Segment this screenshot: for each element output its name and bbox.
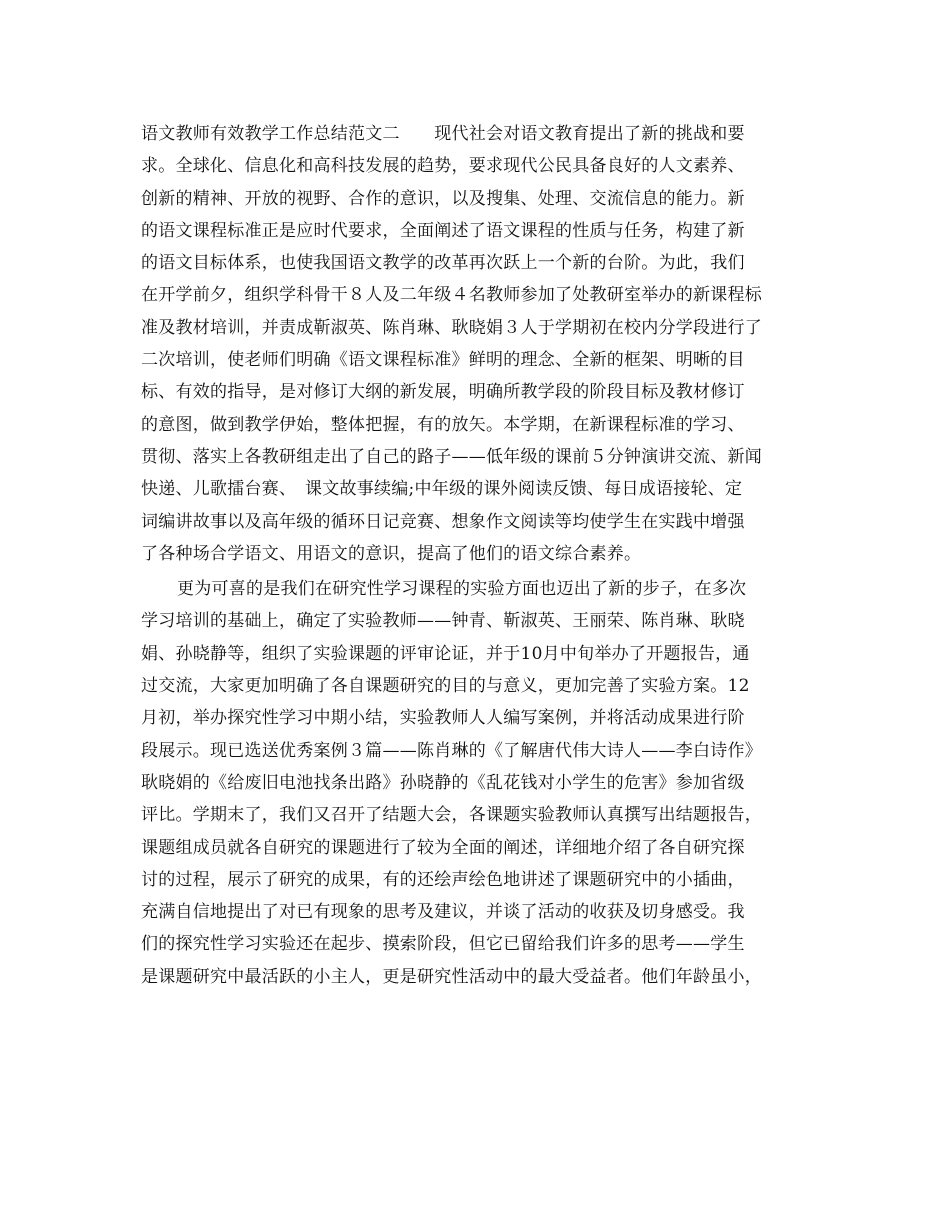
text-line: 快递、儿歌擂台赛、 课文故事续编;中年级的课外阅读反馈、每日成语接轮、定 (141, 479, 743, 500)
text-line: 讨的过程，展示了研究的成果，有的还绘声绘色地讲述了课题研究中的小插曲， (141, 869, 745, 890)
text-line: 充满自信地提出了对已有现象的思考及建议，并谈了活动的收获及切身感受。我 (141, 902, 745, 923)
text-line: 耿晓娟的《给废旧电池找条出路》孙晓静的《乱花钱对小学生的危害》参加省级 (141, 772, 745, 793)
text-line: 段展示。现已选送优秀案例３篇——陈肖琳的《了解唐代伟大诗人——李白诗作》 (141, 740, 762, 761)
text-line: 创新的精神、开放的视野、合作的意识，以及搜集、处理、交流信息的能力。新 (141, 188, 745, 209)
text-line: 的意图，做到教学伊始，整体把握，有的放矢。本学期，在新课程标准的学习、 (141, 414, 745, 435)
text-line: 二次培训，使老师们明确《语文课程标准》鲜明的理念、全新的框架、明晰的目 (141, 350, 745, 371)
text-line: 贯彻、落实上各教研组走出了自己的路子——低年级的课前５分钟演讲交流、新闻 (141, 446, 762, 467)
text-line: 评比。学期末了，我们又召开了结题大会，各课题实验教师认真撰写出结题报告， (141, 805, 762, 826)
text-line: 娟、孙晓静等，组织了实验课题的评审论证，并于10月中旬举办了开题报告，通 (141, 643, 750, 664)
text-line: 是课题研究中最活跃的小主人，更是研究性活动中的最大受益者。他们年龄虽小， (141, 966, 762, 987)
text-line: 更为可喜的是我们在研究性学习课程的实验方面也迈出了新的步子，在多次 (177, 579, 747, 600)
text-line: 过交流，大家更加明确了各自课题研究的目的与意义，更加完善了实验方案。12 (141, 676, 750, 697)
text-line: 在开学前夕，组织学科骨干８人及二年级４名教师参加了处教研室举办的新课程标 (141, 285, 762, 306)
text-line: 课题组成员就各自研究的课题进行了较为全面的阐述，详细地介绍了各自研究探 (141, 837, 745, 858)
text-line: 准及教材培训，并责成靳淑英、陈肖琳、耿晓娟３人于学期初在校内分学段进行了 (141, 317, 762, 338)
text-line: 词编讲故事以及高年级的循环日记竞赛、想象作文阅读等均使学生在实践中增强 (141, 511, 745, 532)
text-line: 标、有效的指导，是对修订大纲的新发展，明确所教学段的阶段目标及教材修订 (141, 382, 745, 403)
paragraph-1 (141, 118, 821, 570)
text-line: 月初，举办探究性学习中期小结，实验教师人人编写案例，并将活动成果进行阶 (141, 708, 745, 729)
text-line: 学习培训的基础上，确定了实验教师——钟青、靳淑英、王丽荣、陈肖琳、耿晓 (141, 611, 745, 632)
text-line: 的语文目标体系，也使我国语文教学的改革再次跃上一个新的台阶。为此，我们 (141, 253, 745, 274)
text-line: 求。全球化、信息化和高科技发展的趋势，要求现代公民具备良好的人文素养、 (141, 156, 745, 177)
document-body (141, 118, 821, 993)
text-line: 们的探究性学习实验还在起步、摸索阶段，但它已留给我们许多的思考——学生 (141, 934, 745, 955)
paragraph-2 (141, 573, 821, 993)
text-line: 语文教师有效教学工作总结范文二 现代社会对语文教育提出了新的挑战和要 (141, 124, 745, 144)
text-line: 了各种场合学语文、用语文的意识，提高了他们的语文综合素养。 (141, 543, 642, 564)
text-line: 的语文课程标准正是应时代要求，全面阐述了语文课程的性质与任务，构建了新 (141, 220, 745, 241)
